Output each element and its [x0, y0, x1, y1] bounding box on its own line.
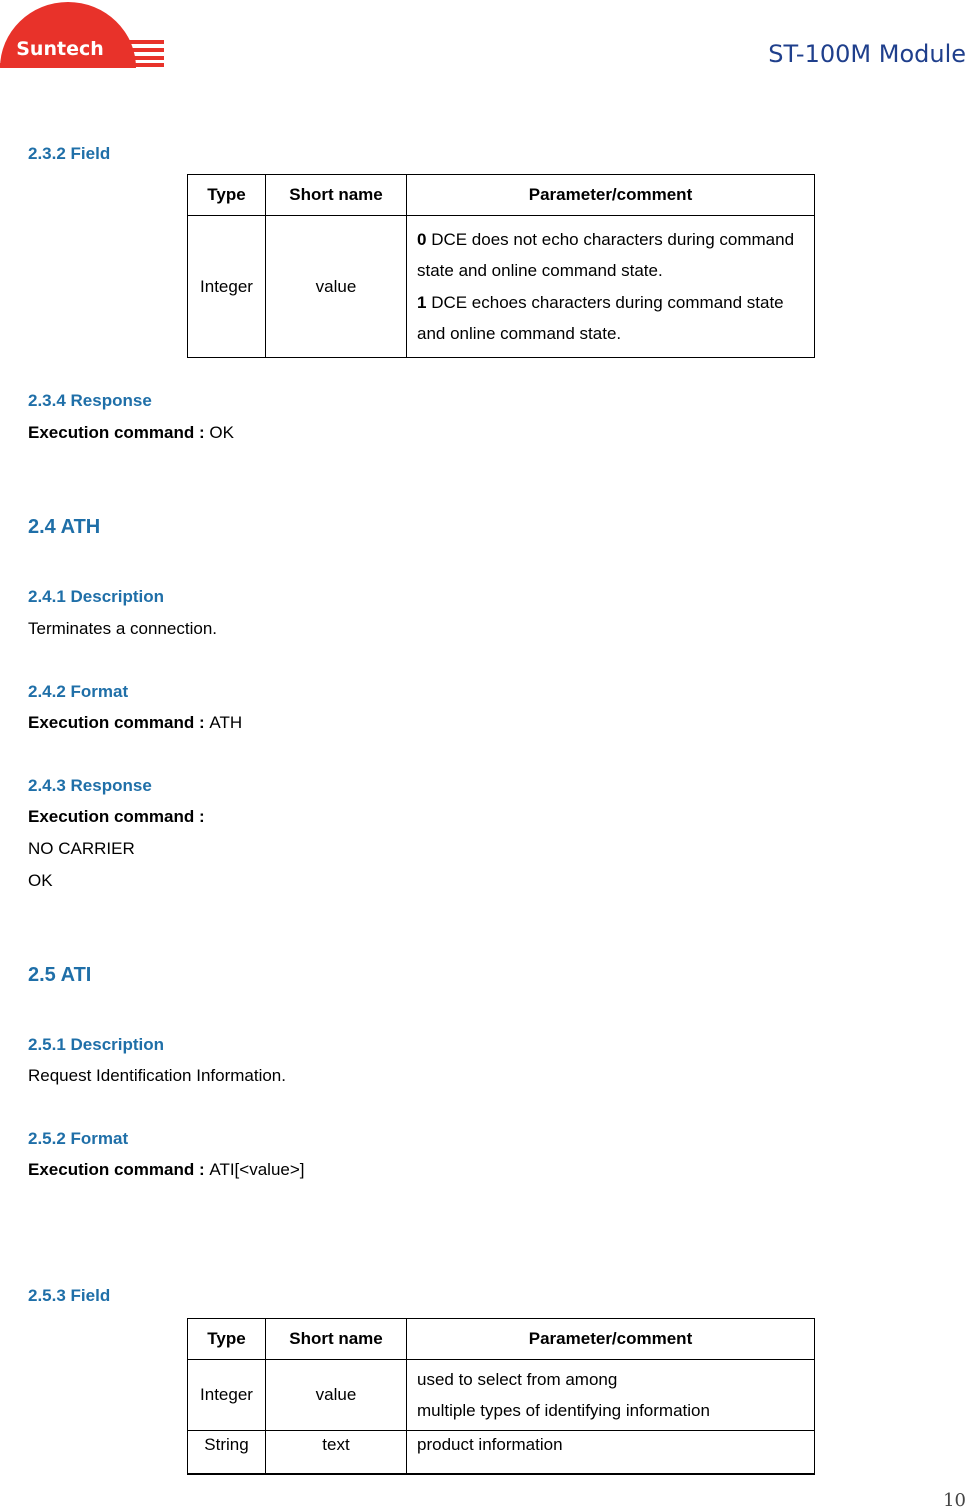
response-line-no-carrier: NO CARRIER [28, 839, 135, 858]
section-heading-2-5: 2.5 ATI [28, 964, 92, 986]
description-text: Request Identification Information. [28, 1066, 286, 1085]
cell-type: Integer [188, 216, 266, 358]
col-parameter-comment: Parameter/comment [407, 175, 815, 216]
section-heading-2-4: 2.4 ATH [28, 516, 101, 538]
cell-comment: product information [407, 1431, 815, 1475]
comment-line-1: used to select from among [417, 1369, 618, 1389]
cell-short-name: text [266, 1431, 407, 1475]
col-parameter-comment: Parameter/comment [407, 1319, 815, 1360]
description-text: Terminates a connection. [28, 619, 217, 638]
col-short-name: Short name [266, 1319, 407, 1360]
response-label: Execution command : [28, 807, 205, 826]
table-header-row [188, 175, 815, 216]
cell-type: String [188, 1431, 266, 1475]
field-table-ati [187, 1318, 815, 1475]
section-heading-2-4-1: 2.4.1 Description [28, 587, 165, 606]
section-heading-2-4-3: 2.4.3 Response [28, 776, 152, 795]
table-row [188, 1431, 815, 1475]
section-heading-2-4-2: 2.4.2 Format [28, 682, 129, 701]
col-short-name: Short name [266, 175, 407, 216]
page-number: 10 [943, 1490, 966, 1511]
cell-type: Integer [188, 1360, 266, 1431]
execution-command-ath: Execution command : ATH [28, 713, 243, 732]
suntech-logo [0, 0, 165, 68]
cell-short-name: value [266, 216, 407, 358]
section-heading-2-3-4: 2.3.4 Response [28, 391, 152, 410]
cell-comment [407, 1360, 815, 1431]
col-type: Type [188, 1319, 266, 1360]
comment-line-2: multiple types of identifying information [417, 1401, 710, 1420]
execution-command-ati: Execution command : ATI[<value>] [28, 1160, 305, 1179]
field-table-ate [187, 174, 815, 358]
execution-command-ok: Execution command : OK [28, 423, 234, 442]
logo-text: Suntech [16, 38, 104, 60]
table-header-row [188, 1319, 815, 1360]
cell-short-name: value [266, 1360, 407, 1431]
table-row [188, 216, 815, 358]
col-type: Type [188, 175, 266, 216]
document-title: ST-100M Module [768, 40, 966, 68]
section-heading-2-3-2: 2.3.2 Field [28, 144, 111, 163]
section-heading-2-5-2: 2.5.2 Format [28, 1129, 129, 1148]
section-heading-2-5-3: 2.5.3 Field [28, 1286, 111, 1305]
table-row [188, 1360, 815, 1431]
section-heading-2-5-1: 2.5.1 Description [28, 1035, 165, 1054]
option-1: 1 DCE echoes characters during command state and online command state. [417, 292, 784, 343]
option-0: 0 DCE does not echo characters during command state and online command state. [417, 229, 795, 280]
response-line-ok: OK [28, 871, 53, 890]
cell-comment [407, 216, 815, 358]
